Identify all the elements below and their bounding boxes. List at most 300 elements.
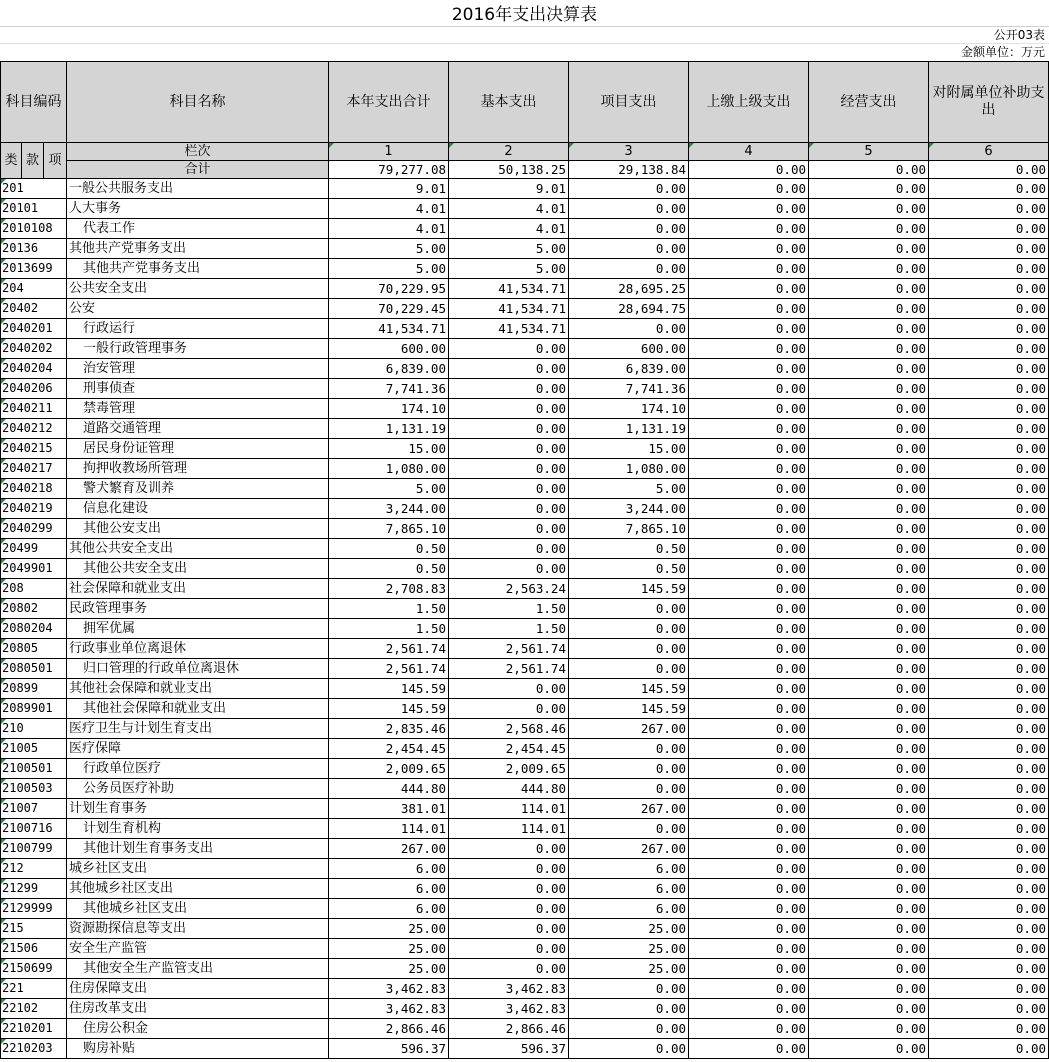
subject-code-cell[interactable]: 2049901 [1, 559, 67, 579]
amount-cell-2[interactable]: 0.00 [449, 459, 569, 479]
amount-cell-2[interactable]: 0.00 [449, 559, 569, 579]
amount-cell-2[interactable]: 596.37 [449, 1039, 569, 1059]
amount-cell-2[interactable]: 0.00 [449, 519, 569, 539]
subject-name-cell[interactable]: 其他计划生育事务支出 [67, 839, 329, 859]
amount-cell-1[interactable]: 70,229.45 [329, 299, 449, 319]
amount-cell-1[interactable]: 1,131.19 [329, 419, 449, 439]
amount-cell-6[interactable]: 0.00 [929, 579, 1049, 599]
subject-name-cell[interactable]: 计划生育事务 [67, 799, 329, 819]
subject-name-cell[interactable]: 公共安全支出 [67, 279, 329, 299]
amount-cell-3[interactable]: 267.00 [569, 719, 689, 739]
amount-cell-5[interactable]: 0.00 [809, 619, 929, 639]
amount-cell-5[interactable]: 0.00 [809, 699, 929, 719]
header-code[interactable]: 科目编码 [1, 62, 67, 143]
column-number-1[interactable]: 1 [329, 143, 449, 161]
amount-cell-5[interactable]: 0.00 [809, 779, 929, 799]
amount-cell-1[interactable]: 5.00 [329, 479, 449, 499]
amount-cell-5[interactable]: 0.00 [809, 539, 929, 559]
amount-cell-5[interactable]: 0.00 [809, 199, 929, 219]
amount-cell-4[interactable]: 0.00 [689, 379, 809, 399]
amount-cell-3[interactable]: 7,865.10 [569, 519, 689, 539]
amount-cell-3[interactable]: 145.59 [569, 679, 689, 699]
amount-cell-2[interactable]: 2,561.74 [449, 659, 569, 679]
subject-code-cell[interactable]: 20101 [1, 199, 67, 219]
amount-cell-2[interactable]: 2,563.24 [449, 579, 569, 599]
amount-cell-2[interactable]: 4.01 [449, 199, 569, 219]
amount-cell-2[interactable]: 0.00 [449, 379, 569, 399]
amount-cell-1[interactable]: 1.50 [329, 599, 449, 619]
amount-cell-2[interactable]: 5.00 [449, 259, 569, 279]
amount-cell-1[interactable]: 25.00 [329, 919, 449, 939]
amount-cell-1[interactable]: 2,866.46 [329, 1019, 449, 1039]
amount-cell-4[interactable]: 0.00 [689, 539, 809, 559]
amount-cell-4[interactable]: 0.00 [689, 419, 809, 439]
header-basic[interactable]: 基本支出 [449, 62, 569, 143]
amount-cell-5[interactable]: 0.00 [809, 299, 929, 319]
amount-cell-1[interactable]: 6.00 [329, 899, 449, 919]
amount-cell-3[interactable]: 0.00 [569, 219, 689, 239]
subject-name-cell[interactable]: 公安 [67, 299, 329, 319]
column-number-6[interactable]: 6 [929, 143, 1049, 161]
amount-cell-1[interactable]: 174.10 [329, 399, 449, 419]
amount-cell-4[interactable]: 0.00 [689, 999, 809, 1019]
amount-cell-5[interactable]: 0.00 [809, 359, 929, 379]
subject-name-cell[interactable]: 购房补贴 [67, 1039, 329, 1059]
subheader-xiang[interactable]: 项 [44, 143, 67, 179]
amount-cell-1[interactable]: 6.00 [329, 879, 449, 899]
subject-name-cell[interactable]: 社会保障和就业支出 [67, 579, 329, 599]
amount-cell-1[interactable]: 2,561.74 [329, 639, 449, 659]
column-number-5[interactable]: 5 [809, 143, 929, 161]
amount-cell-3[interactable]: 7,741.36 [569, 379, 689, 399]
amount-cell-1[interactable]: 6,839.00 [329, 359, 449, 379]
amount-cell-5[interactable]: 0.00 [809, 819, 929, 839]
amount-cell-4[interactable]: 0.00 [689, 219, 809, 239]
amount-cell-4[interactable]: 0.00 [689, 359, 809, 379]
subject-name-cell[interactable]: 医疗卫生与计划生育支出 [67, 719, 329, 739]
subject-code-cell[interactable]: 21506 [1, 939, 67, 959]
amount-cell-5[interactable]: 0.00 [809, 759, 929, 779]
amount-cell-2[interactable]: 114.01 [449, 799, 569, 819]
subject-code-cell[interactable]: 2100501 [1, 759, 67, 779]
amount-cell-3[interactable]: 145.59 [569, 579, 689, 599]
amount-cell-3[interactable]: 0.00 [569, 179, 689, 199]
amount-cell-6[interactable]: 0.00 [929, 479, 1049, 499]
amount-cell-5[interactable]: 0.00 [809, 219, 929, 239]
subject-name-cell[interactable]: 计划生育机构 [67, 819, 329, 839]
amount-cell-1[interactable]: 3,462.83 [329, 979, 449, 999]
subject-name-cell[interactable]: 信息化建设 [67, 499, 329, 519]
subject-name-cell[interactable]: 代表工作 [67, 219, 329, 239]
subject-name-cell[interactable]: 治安管理 [67, 359, 329, 379]
subject-name-cell[interactable]: 道路交通管理 [67, 419, 329, 439]
amount-cell-1[interactable]: 6.00 [329, 859, 449, 879]
amount-cell-2[interactable]: 444.80 [449, 779, 569, 799]
amount-cell-4[interactable]: 0.00 [689, 819, 809, 839]
amount-cell-6[interactable]: 0.00 [929, 399, 1049, 419]
subject-code-cell[interactable]: 2089901 [1, 699, 67, 719]
amount-cell-2[interactable]: 41,534.71 [449, 319, 569, 339]
subject-name-cell[interactable]: 刑事侦查 [67, 379, 329, 399]
amount-cell-3[interactable]: 15.00 [569, 439, 689, 459]
header-subsidy[interactable]: 对附属单位补助支出 [929, 62, 1049, 143]
amount-cell-2[interactable]: 0.00 [449, 399, 569, 419]
amount-cell-1[interactable]: 7,865.10 [329, 519, 449, 539]
subject-code-cell[interactable]: 2080501 [1, 659, 67, 679]
amount-cell-6[interactable]: 0.00 [929, 899, 1049, 919]
amount-cell-6[interactable]: 0.00 [929, 299, 1049, 319]
amount-cell-1[interactable]: 15.00 [329, 439, 449, 459]
amount-cell-6[interactable]: 0.00 [929, 539, 1049, 559]
amount-cell-5[interactable]: 0.00 [809, 579, 929, 599]
subject-code-cell[interactable]: 20805 [1, 639, 67, 659]
amount-cell-6[interactable]: 0.00 [929, 679, 1049, 699]
amount-cell-2[interactable]: 3,462.83 [449, 979, 569, 999]
amount-cell-5[interactable]: 0.00 [809, 879, 929, 899]
amount-cell-1[interactable]: 5.00 [329, 259, 449, 279]
subject-code-cell[interactable]: 2040211 [1, 399, 67, 419]
amount-cell-2[interactable]: 0.00 [449, 359, 569, 379]
amount-cell-4[interactable]: 0.00 [689, 279, 809, 299]
amount-cell-3[interactable]: 267.00 [569, 839, 689, 859]
amount-cell-3[interactable]: 25.00 [569, 959, 689, 979]
amount-cell-3[interactable]: 0.00 [569, 599, 689, 619]
subject-code-cell[interactable]: 2010108 [1, 219, 67, 239]
subject-code-cell[interactable]: 2040204 [1, 359, 67, 379]
amount-cell-3[interactable]: 0.00 [569, 319, 689, 339]
amount-cell-6[interactable]: 0.00 [929, 879, 1049, 899]
header-project[interactable]: 项目支出 [569, 62, 689, 143]
amount-cell-2[interactable]: 0.00 [449, 439, 569, 459]
amount-cell-2[interactable]: 2,454.45 [449, 739, 569, 759]
amount-cell-3[interactable]: 600.00 [569, 339, 689, 359]
amount-cell-4[interactable]: 0.00 [689, 679, 809, 699]
subject-code-cell[interactable]: 20499 [1, 539, 67, 559]
amount-cell-5[interactable]: 0.00 [809, 899, 929, 919]
amount-cell-3[interactable]: 0.50 [569, 539, 689, 559]
subject-name-cell[interactable]: 住房保障支出 [67, 979, 329, 999]
subject-code-cell[interactable]: 20899 [1, 679, 67, 699]
amount-cell-4[interactable]: 0.00 [689, 519, 809, 539]
subject-code-cell[interactable]: 20402 [1, 299, 67, 319]
amount-cell-6[interactable]: 0.00 [929, 359, 1049, 379]
subject-code-cell[interactable]: 2040215 [1, 439, 67, 459]
amount-cell-3[interactable]: 0.00 [569, 1019, 689, 1039]
amount-cell-3[interactable]: 0.50 [569, 559, 689, 579]
amount-cell-5[interactable]: 0.00 [809, 399, 929, 419]
amount-cell-1[interactable]: 5.00 [329, 239, 449, 259]
amount-cell-1[interactable]: 0.50 [329, 539, 449, 559]
amount-cell-2[interactable]: 2,009.65 [449, 759, 569, 779]
subject-name-cell[interactable]: 其他公安支出 [67, 519, 329, 539]
amount-cell-1[interactable]: 4.01 [329, 219, 449, 239]
subject-name-cell[interactable]: 一般行政管理事务 [67, 339, 329, 359]
amount-cell-5[interactable]: 0.00 [809, 239, 929, 259]
amount-cell-6[interactable]: 0.00 [929, 199, 1049, 219]
subject-code-cell[interactable]: 2013699 [1, 259, 67, 279]
amount-cell-2[interactable]: 0.00 [449, 699, 569, 719]
amount-cell-1[interactable]: 25.00 [329, 959, 449, 979]
amount-cell-5[interactable]: 0.00 [809, 719, 929, 739]
amount-cell-3[interactable]: 0.00 [569, 999, 689, 1019]
amount-cell-5[interactable]: 0.00 [809, 919, 929, 939]
subject-name-cell[interactable]: 其他公共安全支出 [67, 559, 329, 579]
amount-cell-4[interactable]: 0.00 [689, 739, 809, 759]
subject-name-cell[interactable]: 其他城乡社区支出 [67, 899, 329, 919]
header-total[interactable]: 本年支出合计 [329, 62, 449, 143]
amount-cell-1[interactable]: 2,708.83 [329, 579, 449, 599]
amount-cell-4[interactable]: 0.00 [689, 459, 809, 479]
amount-cell-2[interactable]: 0.00 [449, 839, 569, 859]
amount-cell-6[interactable]: 0.00 [929, 919, 1049, 939]
amount-cell-3[interactable]: 25.00 [569, 919, 689, 939]
subheader-kuan[interactable]: 款 [22, 143, 44, 179]
amount-cell-1[interactable]: 3,244.00 [329, 499, 449, 519]
amount-cell-2[interactable]: 0.00 [449, 679, 569, 699]
amount-cell-1[interactable]: 444.80 [329, 779, 449, 799]
amount-cell-6[interactable]: 0.00 [929, 639, 1049, 659]
subject-code-cell[interactable]: 2040299 [1, 519, 67, 539]
total-cell-1[interactable]: 79,277.08 [329, 161, 449, 179]
amount-cell-5[interactable]: 0.00 [809, 1019, 929, 1039]
amount-cell-5[interactable]: 0.00 [809, 499, 929, 519]
amount-cell-4[interactable]: 0.00 [689, 979, 809, 999]
amount-cell-6[interactable]: 0.00 [929, 259, 1049, 279]
amount-cell-2[interactable]: 0.00 [449, 499, 569, 519]
subject-name-cell[interactable]: 其他安全生产监管支出 [67, 959, 329, 979]
subject-code-cell[interactable]: 204 [1, 279, 67, 299]
amount-cell-5[interactable]: 0.00 [809, 279, 929, 299]
amount-cell-3[interactable]: 25.00 [569, 939, 689, 959]
amount-cell-1[interactable]: 0.50 [329, 559, 449, 579]
subject-name-cell[interactable]: 拘押收教场所管理 [67, 459, 329, 479]
amount-cell-4[interactable]: 0.00 [689, 399, 809, 419]
subject-code-cell[interactable]: 2040206 [1, 379, 67, 399]
amount-cell-6[interactable]: 0.00 [929, 379, 1049, 399]
total-cell-4[interactable]: 0.00 [689, 161, 809, 179]
amount-cell-3[interactable]: 0.00 [569, 199, 689, 219]
amount-cell-5[interactable]: 0.00 [809, 1039, 929, 1059]
amount-cell-6[interactable]: 0.00 [929, 319, 1049, 339]
amount-cell-1[interactable]: 70,229.95 [329, 279, 449, 299]
subject-name-cell[interactable]: 行政单位医疗 [67, 759, 329, 779]
column-number-3[interactable]: 3 [569, 143, 689, 161]
amount-cell-4[interactable]: 0.00 [689, 1039, 809, 1059]
amount-cell-2[interactable]: 1.50 [449, 619, 569, 639]
amount-cell-1[interactable]: 25.00 [329, 939, 449, 959]
amount-cell-6[interactable]: 0.00 [929, 979, 1049, 999]
amount-cell-4[interactable]: 0.00 [689, 619, 809, 639]
amount-cell-4[interactable]: 0.00 [689, 939, 809, 959]
amount-cell-4[interactable]: 0.00 [689, 199, 809, 219]
subject-code-cell[interactable]: 212 [1, 859, 67, 879]
subject-code-cell[interactable]: 2040212 [1, 419, 67, 439]
amount-cell-2[interactable]: 0.00 [449, 919, 569, 939]
amount-cell-6[interactable]: 0.00 [929, 279, 1049, 299]
subject-name-cell[interactable]: 城乡社区支出 [67, 859, 329, 879]
amount-cell-1[interactable]: 1,080.00 [329, 459, 449, 479]
amount-cell-5[interactable]: 0.00 [809, 739, 929, 759]
amount-cell-6[interactable]: 0.00 [929, 719, 1049, 739]
amount-cell-6[interactable]: 0.00 [929, 839, 1049, 859]
amount-cell-4[interactable]: 0.00 [689, 759, 809, 779]
amount-cell-3[interactable]: 0.00 [569, 239, 689, 259]
amount-cell-3[interactable]: 174.10 [569, 399, 689, 419]
subject-code-cell[interactable]: 20136 [1, 239, 67, 259]
subject-name-cell[interactable]: 其他公共安全支出 [67, 539, 329, 559]
total-cell-3[interactable]: 29,138.84 [569, 161, 689, 179]
subject-code-cell[interactable]: 21007 [1, 799, 67, 819]
amount-cell-3[interactable]: 28,695.25 [569, 279, 689, 299]
amount-cell-2[interactable]: 0.00 [449, 879, 569, 899]
amount-cell-1[interactable]: 9.01 [329, 179, 449, 199]
amount-cell-1[interactable]: 145.59 [329, 679, 449, 699]
amount-cell-6[interactable]: 0.00 [929, 419, 1049, 439]
amount-cell-5[interactable]: 0.00 [809, 959, 929, 979]
amount-cell-2[interactable]: 3,462.83 [449, 999, 569, 1019]
amount-cell-3[interactable]: 6.00 [569, 859, 689, 879]
subject-name-cell[interactable]: 其他社会保障和就业支出 [67, 699, 329, 719]
subject-name-cell[interactable]: 资源勘探信息等支出 [67, 919, 329, 939]
amount-cell-5[interactable]: 0.00 [809, 259, 929, 279]
amount-cell-4[interactable]: 0.00 [689, 879, 809, 899]
amount-cell-2[interactable]: 41,534.71 [449, 279, 569, 299]
amount-cell-6[interactable]: 0.00 [929, 659, 1049, 679]
column-number-4[interactable]: 4 [689, 143, 809, 161]
amount-cell-5[interactable]: 0.00 [809, 859, 929, 879]
amount-cell-3[interactable]: 1,080.00 [569, 459, 689, 479]
amount-cell-5[interactable]: 0.00 [809, 839, 929, 859]
amount-cell-5[interactable]: 0.00 [809, 939, 929, 959]
amount-cell-6[interactable]: 0.00 [929, 439, 1049, 459]
amount-cell-5[interactable]: 0.00 [809, 679, 929, 699]
amount-cell-1[interactable]: 2,561.74 [329, 659, 449, 679]
amount-cell-2[interactable]: 0.00 [449, 339, 569, 359]
amount-cell-5[interactable]: 0.00 [809, 639, 929, 659]
amount-cell-4[interactable]: 0.00 [689, 179, 809, 199]
total-cell-6[interactable]: 0.00 [929, 161, 1049, 179]
amount-cell-3[interactable]: 0.00 [569, 259, 689, 279]
amount-cell-5[interactable]: 0.00 [809, 479, 929, 499]
amount-cell-4[interactable]: 0.00 [689, 639, 809, 659]
amount-cell-1[interactable]: 4.01 [329, 199, 449, 219]
amount-cell-3[interactable]: 145.59 [569, 699, 689, 719]
amount-cell-5[interactable]: 0.00 [809, 659, 929, 679]
amount-cell-2[interactable]: 1.50 [449, 599, 569, 619]
amount-cell-3[interactable]: 28,694.75 [569, 299, 689, 319]
amount-cell-4[interactable]: 0.00 [689, 719, 809, 739]
amount-cell-2[interactable]: 114.01 [449, 819, 569, 839]
amount-cell-4[interactable]: 0.00 [689, 239, 809, 259]
amount-cell-6[interactable]: 0.00 [929, 499, 1049, 519]
amount-cell-5[interactable]: 0.00 [809, 339, 929, 359]
amount-cell-3[interactable]: 0.00 [569, 739, 689, 759]
amount-cell-2[interactable]: 5.00 [449, 239, 569, 259]
amount-cell-6[interactable]: 0.00 [929, 699, 1049, 719]
amount-cell-6[interactable]: 0.00 [929, 339, 1049, 359]
subject-name-cell[interactable]: 行政运行 [67, 319, 329, 339]
amount-cell-4[interactable]: 0.00 [689, 839, 809, 859]
subject-name-cell[interactable]: 居民身份证管理 [67, 439, 329, 459]
subject-name-cell[interactable]: 安全生产监管 [67, 939, 329, 959]
amount-cell-4[interactable]: 0.00 [689, 319, 809, 339]
amount-cell-3[interactable]: 0.00 [569, 639, 689, 659]
subject-name-cell[interactable]: 其他社会保障和就业支出 [67, 679, 329, 699]
subject-name-cell[interactable]: 人大事务 [67, 199, 329, 219]
amount-cell-5[interactable]: 0.00 [809, 519, 929, 539]
header-name[interactable]: 科目名称 [67, 62, 329, 143]
amount-cell-2[interactable]: 41,534.71 [449, 299, 569, 319]
amount-cell-2[interactable]: 0.00 [449, 939, 569, 959]
amount-cell-6[interactable]: 0.00 [929, 959, 1049, 979]
subject-code-cell[interactable]: 2040218 [1, 479, 67, 499]
amount-cell-6[interactable]: 0.00 [929, 619, 1049, 639]
amount-cell-1[interactable]: 596.37 [329, 1039, 449, 1059]
amount-cell-5[interactable]: 0.00 [809, 419, 929, 439]
amount-cell-3[interactable]: 5.00 [569, 479, 689, 499]
amount-cell-4[interactable]: 0.00 [689, 479, 809, 499]
subject-name-cell[interactable]: 拥军优属 [67, 619, 329, 639]
subject-code-cell[interactable]: 2040202 [1, 339, 67, 359]
amount-cell-2[interactable]: 0.00 [449, 479, 569, 499]
amount-cell-6[interactable]: 0.00 [929, 1019, 1049, 1039]
header-upper[interactable]: 上缴上级支出 [689, 62, 809, 143]
amount-cell-1[interactable]: 145.59 [329, 699, 449, 719]
amount-cell-2[interactable]: 2,561.74 [449, 639, 569, 659]
amount-cell-2[interactable]: 0.00 [449, 859, 569, 879]
amount-cell-5[interactable]: 0.00 [809, 599, 929, 619]
amount-cell-4[interactable]: 0.00 [689, 699, 809, 719]
amount-cell-4[interactable]: 0.00 [689, 599, 809, 619]
amount-cell-3[interactable]: 0.00 [569, 659, 689, 679]
amount-cell-2[interactable]: 0.00 [449, 419, 569, 439]
amount-cell-1[interactable]: 2,454.45 [329, 739, 449, 759]
amount-cell-6[interactable]: 0.00 [929, 239, 1049, 259]
total-cell-2[interactable]: 50,138.25 [449, 161, 569, 179]
subject-code-cell[interactable]: 2040219 [1, 499, 67, 519]
subject-code-cell[interactable]: 210 [1, 719, 67, 739]
amount-cell-3[interactable]: 6,839.00 [569, 359, 689, 379]
amount-cell-4[interactable]: 0.00 [689, 799, 809, 819]
subject-code-cell[interactable]: 21005 [1, 739, 67, 759]
amount-cell-2[interactable]: 9.01 [449, 179, 569, 199]
amount-cell-5[interactable]: 0.00 [809, 379, 929, 399]
subject-code-cell[interactable]: 2129999 [1, 899, 67, 919]
amount-cell-3[interactable]: 0.00 [569, 819, 689, 839]
amount-cell-4[interactable]: 0.00 [689, 899, 809, 919]
amount-cell-4[interactable]: 0.00 [689, 859, 809, 879]
subject-name-cell[interactable]: 民政管理事务 [67, 599, 329, 619]
amount-cell-4[interactable]: 0.00 [689, 559, 809, 579]
amount-cell-3[interactable]: 0.00 [569, 779, 689, 799]
amount-cell-6[interactable]: 0.00 [929, 739, 1049, 759]
amount-cell-3[interactable]: 6.00 [569, 879, 689, 899]
amount-cell-2[interactable]: 0.00 [449, 899, 569, 919]
amount-cell-6[interactable]: 0.00 [929, 599, 1049, 619]
subject-name-cell[interactable]: 其他共产党事务支出 [67, 259, 329, 279]
subject-name-cell[interactable]: 行政事业单位离退休 [67, 639, 329, 659]
subject-name-cell[interactable]: 其他共产党事务支出 [67, 239, 329, 259]
subject-code-cell[interactable]: 221 [1, 979, 67, 999]
amount-cell-1[interactable]: 114.01 [329, 819, 449, 839]
amount-cell-6[interactable]: 0.00 [929, 559, 1049, 579]
subject-code-cell[interactable]: 2150699 [1, 959, 67, 979]
amount-cell-2[interactable]: 2,568.46 [449, 719, 569, 739]
subject-name-cell[interactable]: 医疗保障 [67, 739, 329, 759]
amount-cell-1[interactable]: 267.00 [329, 839, 449, 859]
subject-code-cell[interactable]: 208 [1, 579, 67, 599]
amount-cell-4[interactable]: 0.00 [689, 579, 809, 599]
